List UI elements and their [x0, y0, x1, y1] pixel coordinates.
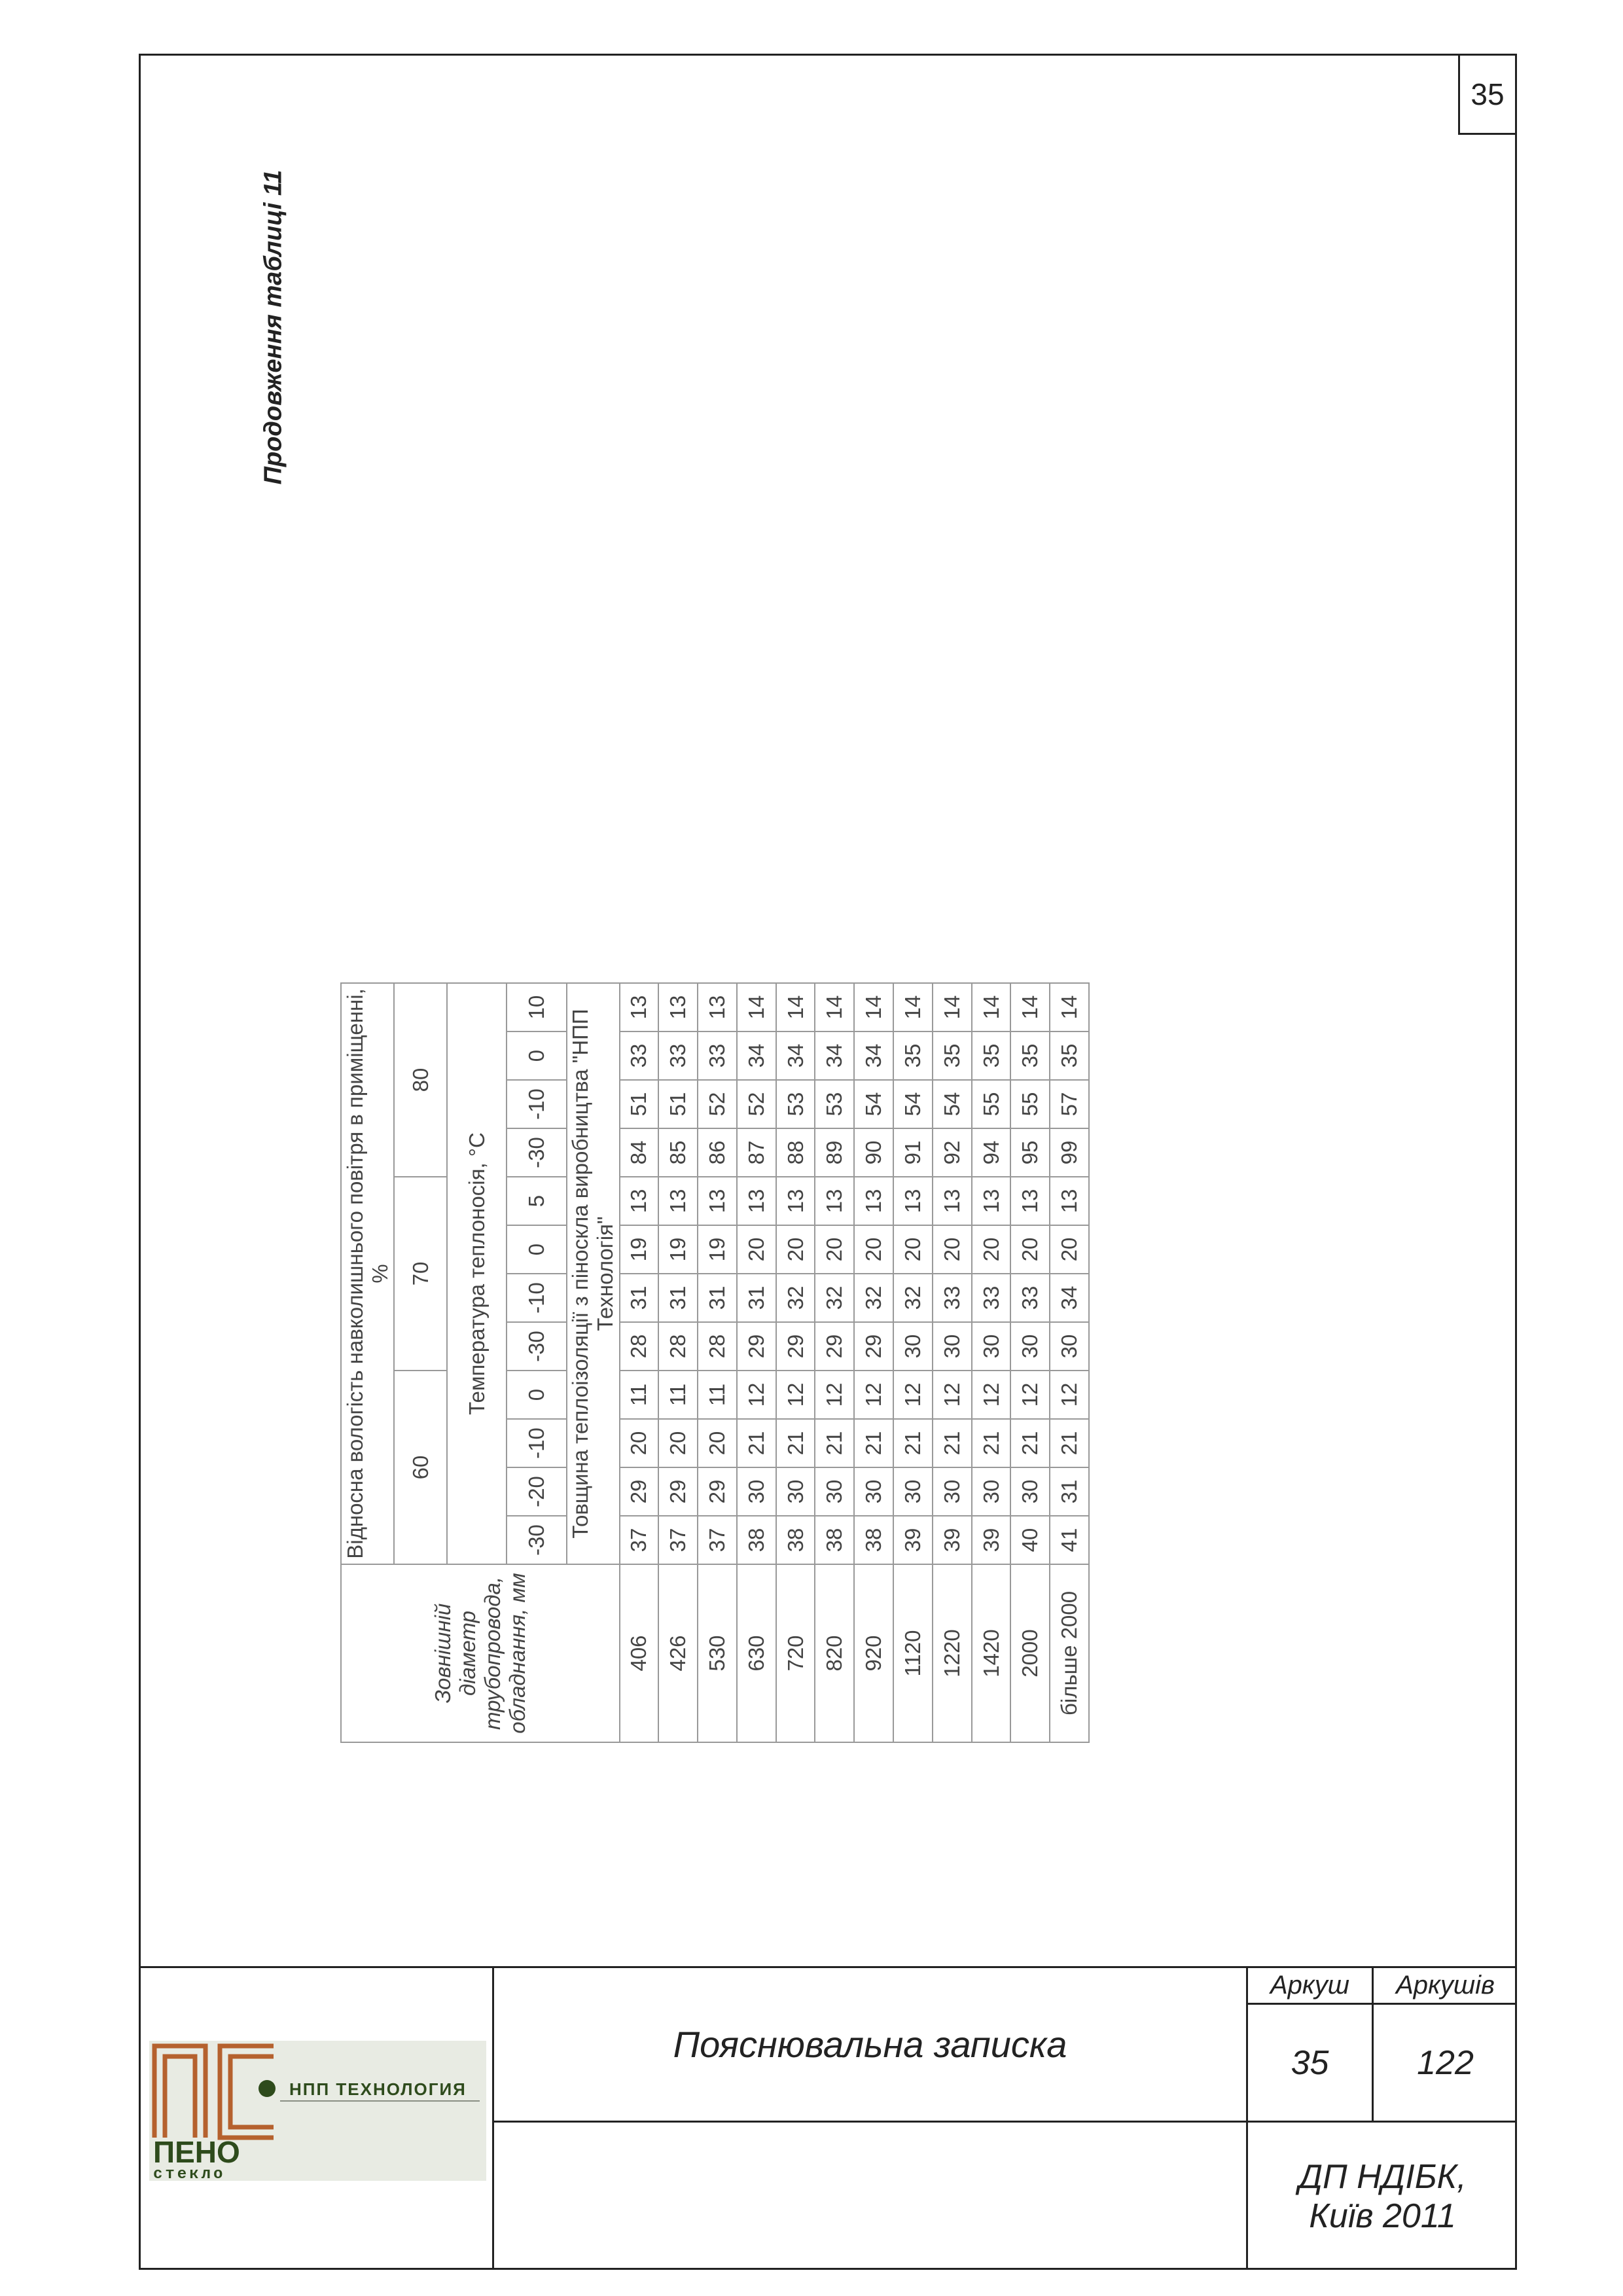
- thickness-cell: 95: [1010, 1128, 1050, 1177]
- table-row: [737, 983, 776, 1742]
- logo-brand-line1: ПЕНО: [153, 2135, 240, 2169]
- thickness-cell: 53: [815, 1080, 854, 1128]
- thickness-cell: 21: [933, 1419, 972, 1467]
- thickness-cell: 34: [815, 1031, 854, 1080]
- company-logo-graphic: [149, 2041, 486, 2181]
- thickness-cell: 30: [972, 1322, 1011, 1371]
- thickness-cell: 38: [737, 1516, 776, 1564]
- thickness-cell: 38: [776, 1516, 815, 1564]
- diameter-cell: 1120: [893, 1564, 933, 1742]
- thickness-cell: 29: [698, 1467, 737, 1516]
- thickness-cell: 37: [698, 1516, 737, 1564]
- thickness-cell: 29: [815, 1322, 854, 1371]
- thickness-cell: 35: [1050, 1031, 1089, 1080]
- thickness-cell: 20: [893, 1225, 933, 1274]
- thickness-cell: 20: [1010, 1225, 1050, 1274]
- humidity-group-80: 80: [394, 983, 447, 1177]
- temperature-cell: -30: [507, 1516, 566, 1564]
- table-row: [658, 983, 698, 1742]
- thickness-cell: 29: [658, 1467, 698, 1516]
- thickness-cell: 13: [620, 1177, 659, 1225]
- thickness-cell: 35: [933, 1031, 972, 1080]
- thickness-cell: 21: [776, 1419, 815, 1467]
- thickness-cell: 30: [933, 1322, 972, 1371]
- thickness-cell: 12: [972, 1371, 1011, 1419]
- temperature-cell: 0: [507, 1371, 566, 1419]
- thickness-cell: 31: [737, 1274, 776, 1322]
- thickness-cell: 37: [658, 1516, 698, 1564]
- diameter-cell: 920: [854, 1564, 893, 1742]
- thickness-cell: 13: [658, 983, 698, 1031]
- thickness-cell: 31: [1050, 1467, 1089, 1516]
- thickness-cell: 34: [854, 1031, 893, 1080]
- thickness-cell: 54: [854, 1080, 893, 1128]
- thickness-cell: 34: [1050, 1274, 1089, 1322]
- diameter-cell: 630: [737, 1564, 776, 1742]
- thickness-cell: 30: [893, 1322, 933, 1371]
- thickness-cell: 99: [1050, 1128, 1089, 1177]
- thickness-cell: 40: [1010, 1516, 1050, 1564]
- sheet-label: Аркуш: [1270, 1971, 1349, 2000]
- thickness-cell: 89: [815, 1128, 854, 1177]
- thickness-cell: 20: [658, 1419, 698, 1467]
- thickness-cell: 13: [737, 1177, 776, 1225]
- sheet-number: 35: [1291, 2043, 1329, 2082]
- temperature-cell: -10: [507, 1274, 566, 1322]
- thickness-cell: 33: [620, 1031, 659, 1080]
- table-container: [340, 984, 1090, 1743]
- thickness-cell: 55: [1010, 1080, 1050, 1128]
- header-temperature: Температура теплоносія, °С: [447, 983, 507, 1564]
- thickness-cell: 12: [893, 1371, 933, 1419]
- thickness-cell: 28: [658, 1322, 698, 1371]
- thickness-cell: 35: [1010, 1031, 1050, 1080]
- header-thickness: Товщина теплоізоляції з піноскла виробництва "НПП Технологія": [567, 983, 620, 1564]
- thickness-cell: 12: [933, 1371, 972, 1419]
- thickness-cell: 28: [620, 1322, 659, 1371]
- thickness-cell: 38: [854, 1516, 893, 1564]
- thickness-cell: 91: [893, 1128, 933, 1177]
- thickness-cell: 31: [698, 1274, 737, 1322]
- thickness-cell: 30: [893, 1467, 933, 1516]
- thickness-cell: 33: [658, 1031, 698, 1080]
- thickness-cell: 14: [737, 983, 776, 1031]
- temperature-cell: 5: [507, 1177, 566, 1225]
- thickness-cell: 13: [1050, 1177, 1089, 1225]
- thickness-cell: 20: [620, 1419, 659, 1467]
- table-row: [776, 983, 815, 1742]
- temperature-cell: 10: [507, 983, 566, 1031]
- table-row: [893, 983, 933, 1742]
- thickness-cell: 85: [658, 1128, 698, 1177]
- thickness-cell: 35: [972, 1031, 1011, 1080]
- thickness-cell: 90: [854, 1128, 893, 1177]
- thickness-cell: 21: [1050, 1419, 1089, 1467]
- table-row: [815, 983, 854, 1742]
- thickness-cell: 54: [893, 1080, 933, 1128]
- thickness-cell: 13: [620, 983, 659, 1031]
- thickness-cell: 37: [620, 1516, 659, 1564]
- humidity-group-70: 70: [394, 1177, 447, 1371]
- thickness-cell: 21: [972, 1419, 1011, 1467]
- diameter-cell: 406: [620, 1564, 659, 1742]
- thickness-cell: 13: [854, 1177, 893, 1225]
- thickness-cell: 19: [620, 1225, 659, 1274]
- thickness-cell: 31: [620, 1274, 659, 1322]
- thickness-cell: 33: [972, 1274, 1011, 1322]
- thickness-cell: 31: [658, 1274, 698, 1322]
- thickness-cell: 12: [1050, 1371, 1089, 1419]
- thickness-cell: 12: [737, 1371, 776, 1419]
- sheets-label: Аркушів: [1396, 1971, 1495, 2000]
- thickness-cell: 30: [815, 1467, 854, 1516]
- thickness-cell: 34: [737, 1031, 776, 1080]
- thickness-cell: 35: [893, 1031, 933, 1080]
- thickness-cell: 29: [854, 1322, 893, 1371]
- thickness-cell: 11: [698, 1371, 737, 1419]
- thickness-cell: 30: [1050, 1322, 1089, 1371]
- thickness-cell: 14: [1010, 983, 1050, 1031]
- thickness-cell: 11: [620, 1371, 659, 1419]
- temperature-cell: -10: [507, 1419, 566, 1467]
- thickness-cell: 14: [854, 983, 893, 1031]
- thickness-cell: 30: [776, 1467, 815, 1516]
- thickness-cell: 39: [893, 1516, 933, 1564]
- thickness-cell: 13: [893, 1177, 933, 1225]
- thickness-cell: 41: [1050, 1516, 1089, 1564]
- thickness-cell: 13: [815, 1177, 854, 1225]
- thickness-cell: 53: [776, 1080, 815, 1128]
- thickness-cell: 30: [854, 1467, 893, 1516]
- thickness-cell: 33: [933, 1274, 972, 1322]
- thickness-cell: 30: [1010, 1322, 1050, 1371]
- diameter-cell: 1220: [933, 1564, 972, 1742]
- logo-company-text: НПП ТЕХНОЛОГИЯ: [289, 2079, 467, 2099]
- thickness-cell: 20: [815, 1225, 854, 1274]
- temperature-cell: -30: [507, 1322, 566, 1371]
- thickness-cell: 14: [933, 983, 972, 1031]
- temperature-cell: 0: [507, 1225, 566, 1274]
- table-body: [341, 983, 1089, 1742]
- temperature-cell: 0: [507, 1031, 566, 1080]
- thickness-cell: 13: [658, 1177, 698, 1225]
- thickness-cell: 14: [776, 983, 815, 1031]
- thickness-cell: 12: [776, 1371, 815, 1419]
- table-row: [972, 983, 1011, 1742]
- temperature-cell: -20: [507, 1467, 566, 1516]
- thickness-cell: 51: [658, 1080, 698, 1128]
- humidity-group-60: 60: [394, 1371, 447, 1564]
- thickness-cell: 29: [776, 1322, 815, 1371]
- thickness-cell: 20: [972, 1225, 1011, 1274]
- thickness-cell: 13: [933, 1177, 972, 1225]
- thickness-cell: 88: [776, 1128, 815, 1177]
- thickness-cell: 92: [933, 1128, 972, 1177]
- thickness-cell: 39: [972, 1516, 1011, 1564]
- thickness-cell: 86: [698, 1128, 737, 1177]
- thickness-cell: 33: [1010, 1274, 1050, 1322]
- thickness-cell: 28: [698, 1322, 737, 1371]
- diameter-cell: 426: [658, 1564, 698, 1742]
- thickness-cell: 34: [776, 1031, 815, 1080]
- thickness-cell: 13: [972, 1177, 1011, 1225]
- document-title: Пояснювальна записка: [673, 2024, 1067, 2065]
- thickness-cell: 14: [893, 983, 933, 1031]
- thickness-cell: 13: [698, 1177, 737, 1225]
- thickness-cell: 94: [972, 1128, 1011, 1177]
- thickness-cell: 39: [933, 1516, 972, 1564]
- thickness-cell: 87: [737, 1128, 776, 1177]
- thickness-cell: 57: [1050, 1080, 1089, 1128]
- thickness-cell: 20: [737, 1225, 776, 1274]
- logo-brand-line2: стекло: [153, 2166, 226, 2181]
- diameter-cell: 720: [776, 1564, 815, 1742]
- thickness-cell: 30: [1010, 1467, 1050, 1516]
- header-diameter: Зовнішній діаметр трубопровода, обладнання, мм: [341, 1564, 620, 1742]
- sheet-count: 122: [1417, 2043, 1474, 2082]
- table-row: [620, 983, 659, 1742]
- thickness-cell: 12: [815, 1371, 854, 1419]
- table-row: [933, 983, 972, 1742]
- thickness-cell: 52: [737, 1080, 776, 1128]
- thickness-cell: 14: [1050, 983, 1089, 1031]
- diameter-cell: 2000: [1010, 1564, 1050, 1742]
- table-row: [854, 983, 893, 1742]
- thickness-cell: 32: [854, 1274, 893, 1322]
- thickness-cell: 32: [776, 1274, 815, 1322]
- diameter-cell: більше 2000: [1050, 1564, 1089, 1742]
- thickness-cell: 19: [698, 1225, 737, 1274]
- thickness-cell: 32: [893, 1274, 933, 1322]
- organization-name: ДП НДІБК, Київ 2011: [1298, 2157, 1467, 2235]
- thickness-cell: 13: [776, 1177, 815, 1225]
- thickness-cell: 55: [972, 1080, 1011, 1128]
- thickness-cell: 38: [815, 1516, 854, 1564]
- thickness-cell: 21: [854, 1419, 893, 1467]
- thickness-cell: 29: [737, 1322, 776, 1371]
- diameter-cell: 530: [698, 1564, 737, 1742]
- thickness-cell: 11: [658, 1371, 698, 1419]
- thickness-cell: 30: [933, 1467, 972, 1516]
- thickness-cell: 20: [854, 1225, 893, 1274]
- table-row: [1010, 983, 1050, 1742]
- thickness-cell: 20: [698, 1419, 737, 1467]
- thickness-cell: 33: [698, 1031, 737, 1080]
- diameter-cell: 820: [815, 1564, 854, 1742]
- table-row: [698, 983, 737, 1742]
- thickness-cell: 21: [1010, 1419, 1050, 1467]
- thickness-cell: 21: [893, 1419, 933, 1467]
- temperature-cell: -30: [507, 1128, 566, 1177]
- table-caption-text: Продовження таблиці 11: [259, 170, 287, 485]
- thickness-cell: 13: [1010, 1177, 1050, 1225]
- table-row: [1050, 983, 1089, 1742]
- thickness-cell: 20: [933, 1225, 972, 1274]
- company-logo: [149, 2041, 486, 2181]
- diameter-cell: 1420: [972, 1564, 1011, 1742]
- thickness-cell: 32: [815, 1274, 854, 1322]
- thickness-cell: 14: [972, 983, 1011, 1031]
- thickness-cell: 21: [815, 1419, 854, 1467]
- thickness-cell: 84: [620, 1128, 659, 1177]
- thickness-cell: 54: [933, 1080, 972, 1128]
- thickness-cell: 20: [776, 1225, 815, 1274]
- data-table: [340, 982, 1090, 1743]
- thickness-cell: 13: [698, 983, 737, 1031]
- thickness-cell: 20: [1050, 1225, 1089, 1274]
- thickness-cell: 19: [658, 1225, 698, 1274]
- thickness-cell: 30: [972, 1467, 1011, 1516]
- thickness-cell: 51: [620, 1080, 659, 1128]
- page-number: 35: [1458, 54, 1517, 135]
- temperature-cell: -10: [507, 1080, 566, 1128]
- header-humidity: Відносна вологість навколишнього повітря в приміщенні, %: [341, 983, 394, 1564]
- thickness-cell: 29: [620, 1467, 659, 1516]
- thickness-cell: 12: [854, 1371, 893, 1419]
- thickness-cell: 12: [1010, 1371, 1050, 1419]
- thickness-cell: 21: [737, 1419, 776, 1467]
- thickness-cell: 14: [815, 983, 854, 1031]
- thickness-cell: 52: [698, 1080, 737, 1128]
- thickness-cell: 30: [737, 1467, 776, 1516]
